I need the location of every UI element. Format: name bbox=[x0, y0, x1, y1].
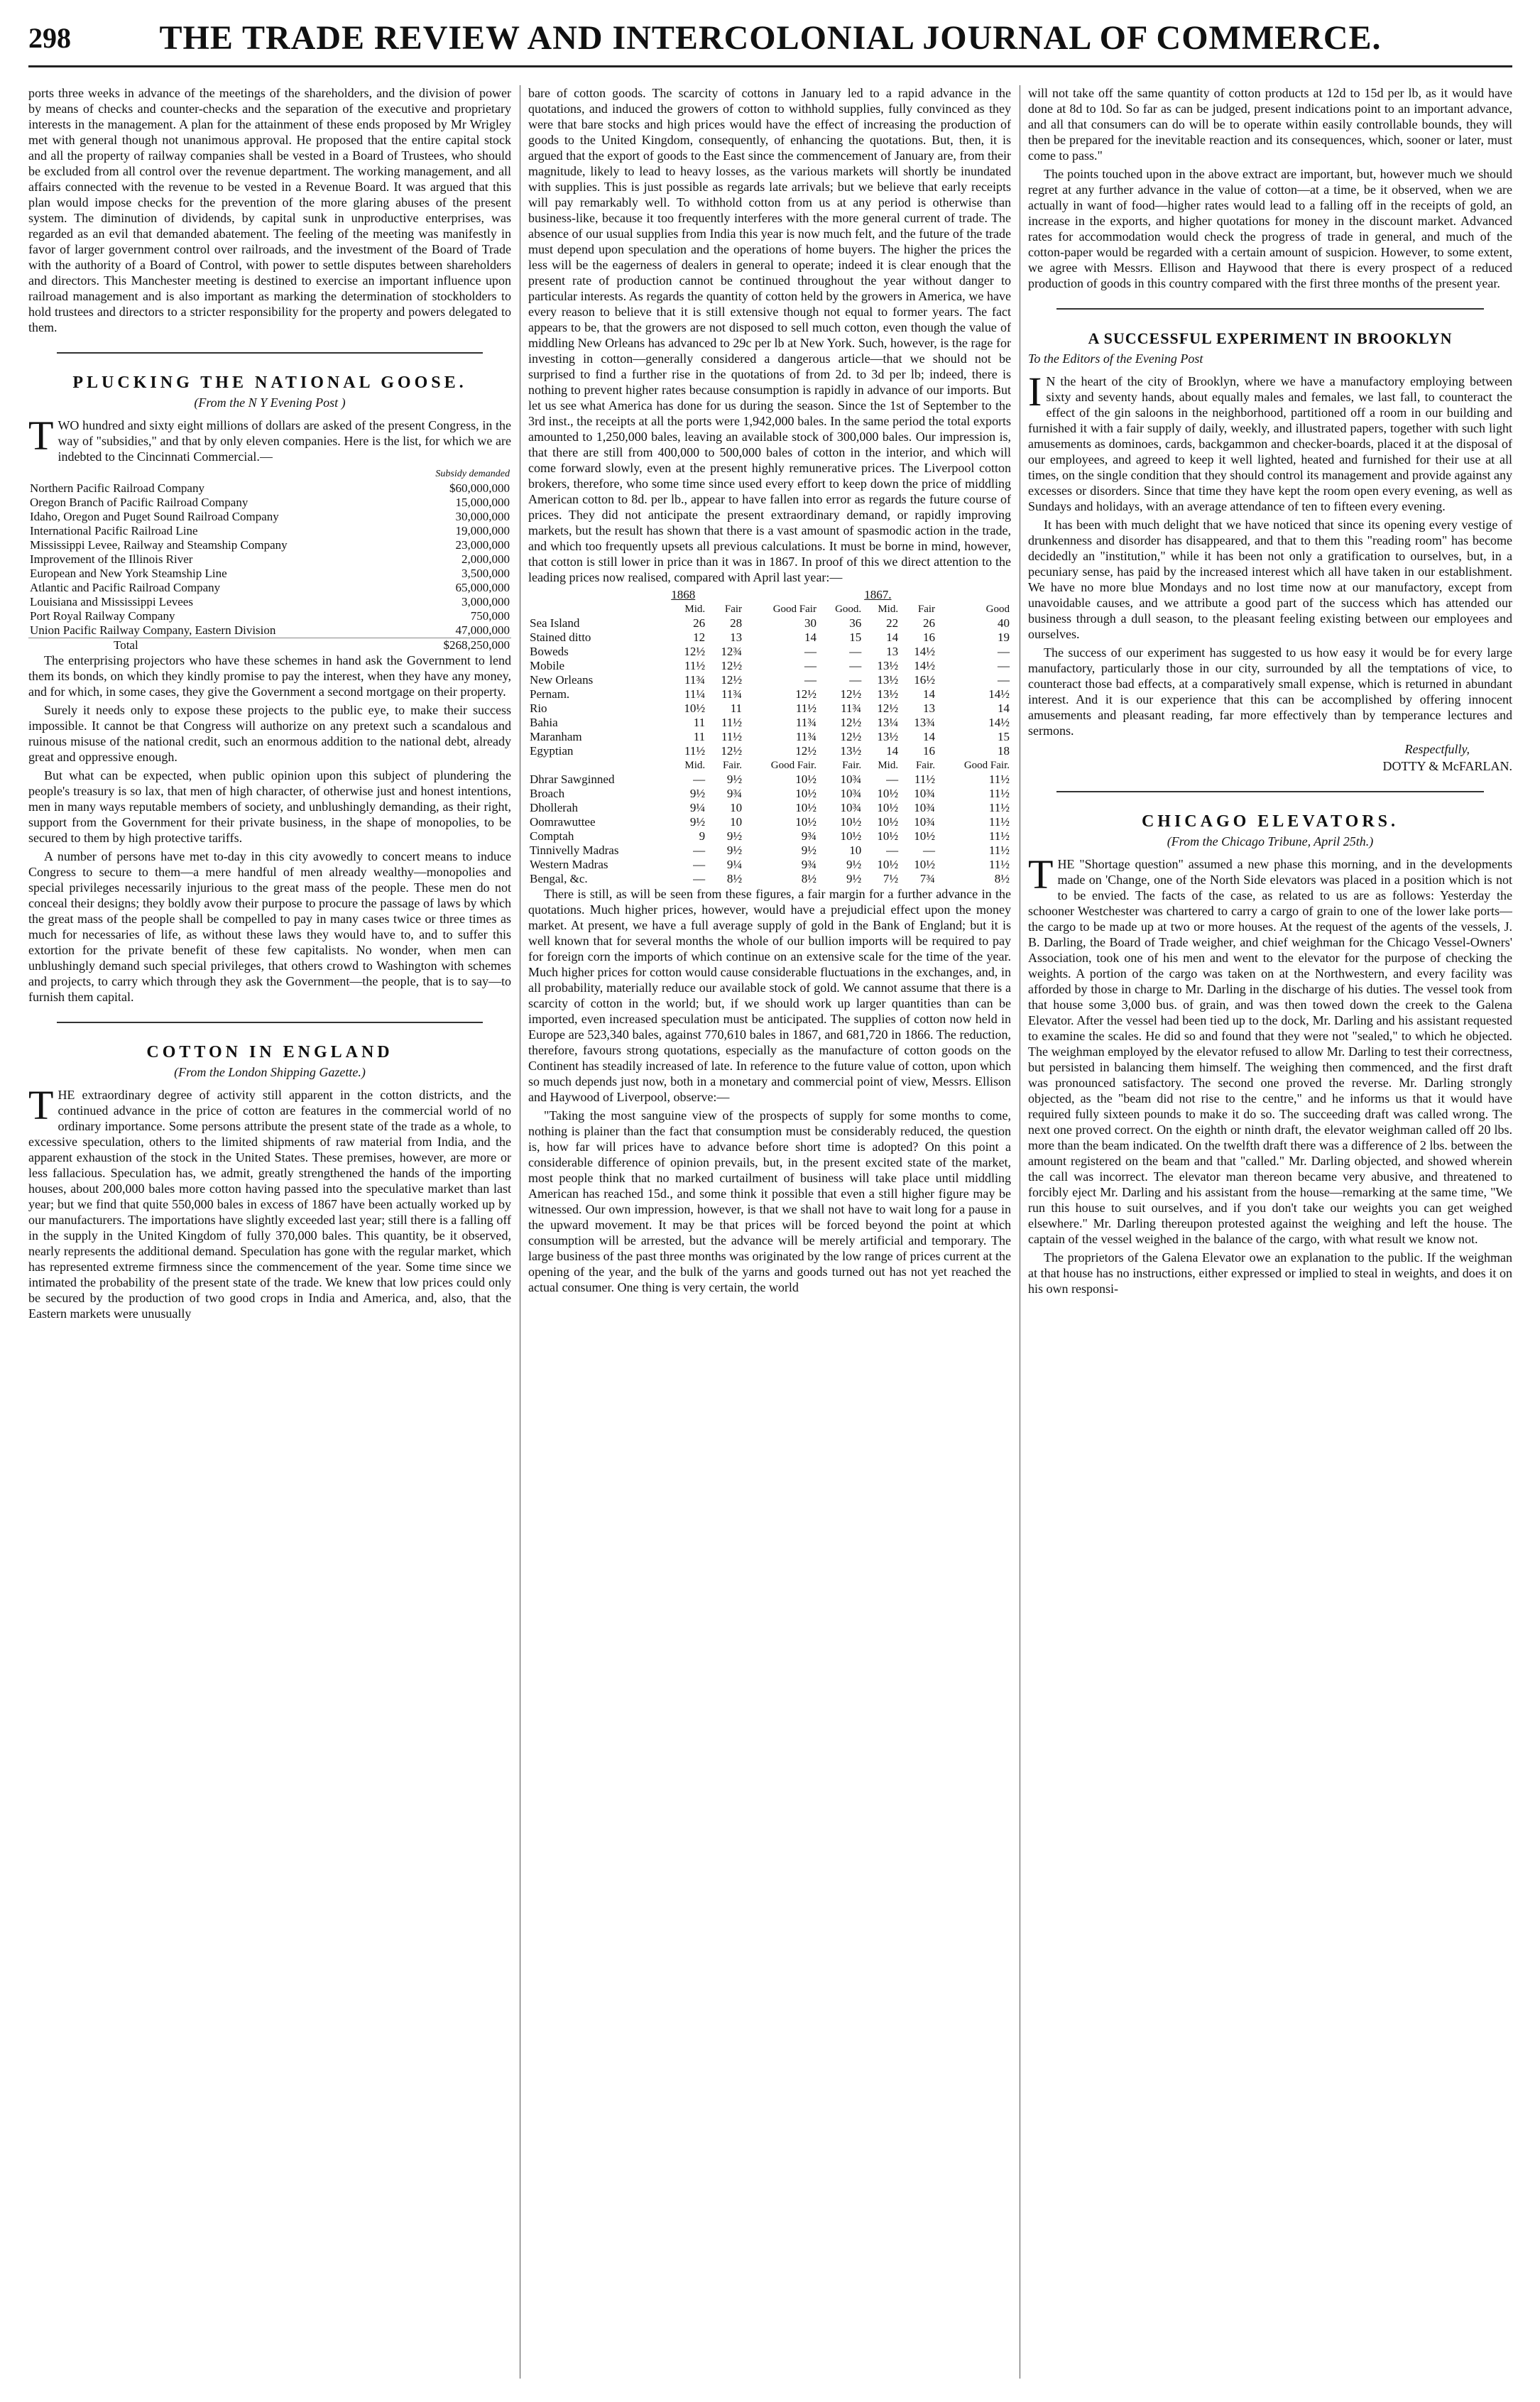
price-cell: — bbox=[693, 872, 706, 885]
table-corner bbox=[528, 758, 670, 773]
subsidy-amount: 19,000,000 bbox=[455, 524, 510, 537]
price-cell: 9¼ bbox=[689, 801, 706, 814]
page-number: 298 bbox=[28, 22, 71, 54]
price-cell: 12 bbox=[693, 630, 706, 644]
price-cell: 14 bbox=[923, 687, 936, 701]
price-cell: — bbox=[998, 673, 1010, 687]
chicago-source: (From the Chicago Tribune, April 25th.) bbox=[1167, 834, 1374, 848]
price-cell: — bbox=[693, 844, 706, 857]
price-cell: 9½ bbox=[689, 815, 706, 829]
price-cell: 11½ bbox=[684, 659, 706, 672]
price-cell: 10½ bbox=[795, 787, 817, 800]
price-cell: 14 bbox=[886, 630, 899, 644]
column-header: Good Fair. bbox=[770, 760, 817, 771]
chicago-text: HE "Shortage question" assumed a new phase this morning, and in the developments made on 'Change, one of the North Side elevators was placed in a position which is not to be envied. The facts of the case, as related to us are as follows: Yesterday the schooner Westchester was chartered to carry a cargo of grain to one of the lower lake ports—the cargo to be made up at two or more houses. At the request of the agents of the vessels, J. B. Darling, the Board of Trade weigher, and chief weighman for the Chicago Vessel-Owners' Association, took one of his men and went to the elevator for the purpose of checking the weights. A portion of the cargo was taken on at the Northwestern, and every facility was afforded by those in charge to Mr. Darling in the discharge of his duties. The vessel took from that house some 3,000 bus. of grain, and was then towed down the creek to the Galena Elevator. After the vessel had been tied up to the dock, Mr. Darling and his assistant requested to examine the scales. He did so and found that they were not "sealed," to which he objected. The weighman employed by the elevator refused to allow Mr. Darling to test their correctness, but persisted in balancing them himself. The weighing then commenced, and the first draft was pronounced satisfactory. The second one proved the reverse. Mr. Darling strongly objected, as the "beam did not rise to the centre," and he informs us that it would have required fully sixteen pounds to make it do so. The succeeding draft was called wrong. The next one proved correct. On the eighth or ninth draft, the elevator weighman called off 20 lbs. more than the beam indicated. On the twelfth draft there was a difference of 2 lbs. between the amount registered on the beam and that "called." Mr. Darling objected, and showed wherein the call was incorrect. The elevator man thereon became very abusive, and threatened to forcibly eject Mr. Darling and his assistant from the house—remarking at the same time, "We run this house to suit ourselves, and if you don't take our weights you can get weighed elsewhere." Mr. Darling thereupon protested against the weighing and left the house. The captain of the vessel weighed in the balance of the cargo, with what result we know not. bbox=[1028, 857, 1512, 1246]
cotton-heading: COTTON IN ENGLAND bbox=[146, 1043, 393, 1061]
price-cell: 10½ bbox=[795, 815, 817, 829]
price-cell: — bbox=[693, 773, 706, 786]
year-1868: 1868 bbox=[671, 588, 696, 601]
price-cell: — bbox=[998, 659, 1010, 672]
price-cell: 11¾ bbox=[684, 673, 706, 687]
cotton-row bbox=[528, 815, 1011, 829]
subsidy-row bbox=[28, 567, 511, 581]
brooklyn-body bbox=[1028, 369, 1512, 738]
price-cell: 10½ bbox=[877, 815, 899, 829]
price-cell: 12½ bbox=[877, 702, 899, 715]
subsidy-amount: 15,000,000 bbox=[455, 496, 510, 509]
cotton-variety: Stained ditto bbox=[530, 630, 591, 644]
columns bbox=[28, 85, 1512, 2386]
dropcap: T bbox=[28, 413, 54, 459]
price-cell: 14½ bbox=[914, 659, 936, 672]
column-header: Mid. bbox=[878, 604, 899, 615]
price-cell: 7½ bbox=[883, 872, 899, 885]
price-cell: 10½ bbox=[914, 858, 936, 871]
price-cell: 10 bbox=[849, 844, 862, 857]
subsidy-row bbox=[28, 581, 511, 595]
cotton-variety: Bahia bbox=[530, 716, 558, 729]
journal-title: THE TRADE REVIEW AND INTERCOLONIAL JOURNAL OF COMMERCE. bbox=[159, 19, 1382, 57]
price-cell: 9½ bbox=[846, 858, 862, 871]
price-cell: 8½ bbox=[801, 872, 817, 885]
cotton-variety: Maranham bbox=[530, 730, 582, 743]
company-name: Port Royal Railway Company bbox=[30, 609, 175, 623]
price-cell: 8½ bbox=[726, 872, 743, 885]
dropcap: T bbox=[1028, 851, 1054, 897]
price-cell: 11¾ bbox=[795, 730, 817, 743]
cotton-row bbox=[528, 630, 1011, 645]
column-header: Mid. bbox=[684, 604, 706, 615]
cotton-variety: Western Madras bbox=[530, 858, 608, 871]
price-cell: 10½ bbox=[795, 801, 817, 814]
price-cell: 13¾ bbox=[914, 716, 936, 729]
subsidy-amount: 47,000,000 bbox=[455, 623, 510, 637]
company-name: Oregon Branch of Pacific Railroad Company bbox=[30, 496, 249, 509]
price-cell: 22 bbox=[886, 616, 899, 630]
price-cell: 10½ bbox=[840, 815, 862, 829]
cotton-row bbox=[528, 687, 1011, 702]
cotton-variety: New Orleans bbox=[530, 673, 594, 687]
chicago-body bbox=[1028, 851, 1512, 1247]
price-cell: 30 bbox=[804, 616, 817, 630]
divider bbox=[57, 1022, 483, 1023]
cotton-variety: Mobile bbox=[530, 659, 565, 672]
cotton-row bbox=[528, 673, 1011, 687]
price-cell: 9¼ bbox=[726, 858, 743, 871]
price-cell: 11½ bbox=[988, 858, 1010, 871]
cotton-row bbox=[528, 744, 1011, 758]
total-label: Total bbox=[28, 638, 416, 653]
subsidy-amount: 2,000,000 bbox=[462, 552, 510, 566]
divider bbox=[1056, 791, 1484, 792]
brooklyn-addressee: To the Editors of the Evening Post bbox=[1028, 351, 1203, 366]
price-cell: 11¾ bbox=[841, 702, 862, 715]
company-name: Northern Pacific Railroad Company bbox=[30, 481, 204, 495]
price-cell: 9½ bbox=[726, 844, 743, 857]
price-cell: — bbox=[923, 844, 936, 857]
subsidy-amount: 65,000,000 bbox=[455, 581, 510, 594]
price-cell: 10½ bbox=[795, 773, 817, 786]
column-header: Good bbox=[985, 604, 1010, 615]
cotton-variety: Pernam. bbox=[530, 687, 570, 701]
cotton-row bbox=[528, 773, 1011, 787]
price-cell: 15 bbox=[849, 630, 862, 644]
price-cell: 10½ bbox=[914, 829, 936, 843]
column-header: Good Fair. bbox=[963, 760, 1010, 771]
cotton-variety: Sea Island bbox=[530, 616, 580, 630]
price-cell: 10¾ bbox=[840, 801, 862, 814]
goose-paragraph: The enterprising projectors who have these schemes in hand ask the Government to lend them its bonds, on which they kindly promise to pay the interest, when they have any money, and for which, in some cases, they give the Government a second mortgage on their property. bbox=[28, 653, 511, 699]
column-header: Fair bbox=[917, 604, 936, 615]
cotton-variety: Oomrawuttee bbox=[530, 815, 596, 829]
price-cell: 13¼ bbox=[877, 716, 899, 729]
masthead bbox=[28, 14, 1512, 67]
divider bbox=[57, 352, 483, 354]
price-cell: 13½ bbox=[877, 659, 899, 672]
price-cell: 14 bbox=[923, 730, 936, 743]
price-cell: 10¾ bbox=[914, 815, 936, 829]
price-cell: 15 bbox=[998, 730, 1010, 743]
goose-source: (From the N Y Evening Post ) bbox=[194, 395, 346, 410]
table-corner bbox=[528, 602, 670, 616]
newspaper-page bbox=[28, 14, 1512, 2386]
chicago-para-2: The proprietors of the Galena Elevator owe an explanation to the public. If the weighman at that house has no instructions, either expressed or implied to steal in weights, and does it on his own responsi- bbox=[1028, 1250, 1512, 1296]
cotton-variety: Tinnivelly Madras bbox=[530, 844, 619, 857]
goose-intro bbox=[28, 413, 511, 464]
price-cell: 10¾ bbox=[914, 787, 936, 800]
price-cell: 9¾ bbox=[801, 858, 817, 871]
price-cell: 11½ bbox=[988, 829, 1010, 843]
cotton-table-header-2 bbox=[528, 758, 1011, 773]
price-cell: 14 bbox=[804, 630, 817, 644]
price-cell: 13 bbox=[886, 645, 899, 658]
cotton-row bbox=[528, 844, 1011, 858]
price-cell: — bbox=[804, 645, 817, 658]
cotton-row bbox=[528, 829, 1011, 844]
price-cell: 8½ bbox=[994, 872, 1010, 885]
price-cell: — bbox=[998, 645, 1010, 658]
subsidy-amount: 3,500,000 bbox=[462, 567, 510, 580]
price-cell: 13 bbox=[730, 630, 743, 644]
column-3 bbox=[1028, 85, 1512, 2386]
price-cell: 9½ bbox=[846, 872, 862, 885]
column-header: Mid. bbox=[878, 760, 899, 771]
subsidy-row bbox=[28, 524, 511, 538]
price-cell: 12½ bbox=[721, 744, 743, 758]
company-name: International Pacific Railroad Line bbox=[30, 524, 198, 537]
price-cell: 11½ bbox=[795, 702, 817, 715]
company-name: Louisiana and Mississippi Levees bbox=[30, 595, 193, 608]
price-cell: 10½ bbox=[877, 801, 899, 814]
cotton-variety: Boweds bbox=[530, 645, 569, 658]
price-cell: 26 bbox=[923, 616, 936, 630]
price-cell: 10½ bbox=[840, 829, 862, 843]
subsidy-row bbox=[28, 623, 511, 638]
cotton-row bbox=[528, 801, 1011, 815]
brooklyn-paragraph: It has been with much delight that we have noticed that since its opening every vestige of drunkenness and disorder has disappeared, and that to them this "reading room" has become decidedly an "institution," while it has been not only a gratification to ourselves, but, in a pecuniary sense, has paid by the increased interest which all have taken in our establishment. We have no more blue Mondays and no lost time now at our manufactory, except from unavoidable causes, and we attribute a good part of the success which has attended our business through a dull season, to the pleasant feeling existing between our employees and ourselves. bbox=[1028, 518, 1512, 641]
price-cell: 14½ bbox=[988, 716, 1010, 729]
goose-paragraph: A number of persons have met to-day in this city avowedly to concert means to induce Congress to secure to them—a mere handful of men already wealthy—monopolies and special privileges necessarily injurious to the great mass of the people. These men do not conceal their designs; they boldly avow their purpose to procure the passage of laws by which the great mass of the people shall be compelled to pay in many cases twice or three times as much for necessaries of life, as without these laws they would have to, and to suffer this extortion for the private benefit of these few capitalists. No wonder, when men can unblushingly demand such special privileges, that others crowd to Washington with schemes and projects, to carry which through they ask the Government—the people, that is to say—to furnish them capital. bbox=[28, 849, 511, 1004]
company-name: Mississippi Levee, Railway and Steamship Company bbox=[30, 538, 288, 552]
cotton-variety: Rio bbox=[530, 702, 547, 715]
quote-continued: will not take off the same quantity of cotton products at 12d to 15d per lb, as it would have done at 8d to 10d. So far as can be judged, present indications point to an important advance, and all that consumers can do will be to operate within easily controllable bounds, they will then be prepared for the inevitable reaction and its consequences, which, sooner or later, must come to pass." bbox=[1028, 86, 1512, 163]
price-cell: 11½ bbox=[721, 716, 743, 729]
price-cell: 16 bbox=[923, 630, 936, 644]
cotton-row bbox=[528, 702, 1011, 716]
column-header: Good. bbox=[835, 604, 862, 615]
price-cell: 11½ bbox=[988, 787, 1010, 800]
price-cell: 13 bbox=[923, 702, 936, 715]
cotton-continued: bare of cotton goods. The scarcity of cottons in January led to a rapid advance in the quotations, and induced the growers of cotton to withhold supplies, fully convinced as they were that bare stocks and high prices would have the effect of increasing the production of goods to the United Kingdom, consequently, of enhancing the quotations. But, then, it is argued that the export of goods to the East since the commencement of January are, from their magnitude, likely to lead to heavy losses, as the various markets will shortly be inundated with supplies. This is just possible as regards late arrivals; but we believe that early receipts will pay remarkably well. To withhold cotton from us at any period is otherwise than business-like, because it too frequently interferes with the more general current of trade. The absence of our usual supplies from India this year is now much felt, and the future of the trade must depend upon speculation and the operations of home buyers. The higher the prices the less will be the eagerness of dealers in general to operate; indeed it is clear enough that the present rate of production cannot be continued throughout the year without danger to particular interests. As regards the quantity of cotton held by the growers in America, we have every reason to believe that it is still extensive though not equal to former years. The fact appears to be, that the growers are not disposed to sell much cotton, even though the value of middling New Orleans has advanced to 29c per lb at New York. Such, however, is the rage for investing in cotton—generally considered a dangerous article—that we should not be surprised to find a further rise in the quotations of from 2d. to 3d per lb; indeed, there is nothing to prevent higher rates because consumption is rapidly in advance of our imports. But let us see what America has done for us during the season. Since the 1st of September to the 3rd inst., the receipts at all the ports were 1,942,000 bales. In the same period the total exports amounted to 1,250,000 bales, leaving an available stock of 300,000 bales. Our impression is, that there are still from 400,000 to 500,000 bales of cotton in the interior, and which will come forward slowly, even at the present highly remunerative prices. The Liverpool cotton brokers, therefore, who some time since used every effort to keep down the price of middling American cotton to 8d. per lb., appear to have fallen into error as regards the future course of prices. They did not anticipate the present extraordinary demand, or rapidly improving markets, but the result has shown that there is a vast amount of spasmodic action in the trade, and which too frequently upsets all previous calculations. It must be borne in mind, however, that cotton is still lower in price than it was in 1867. In proof of this we direct attention to the leading prices now realised, compared with April last year:— bbox=[528, 86, 1011, 584]
column-header: Mid. bbox=[684, 760, 706, 771]
price-cell: 14 bbox=[998, 702, 1010, 715]
subsidy-row bbox=[28, 595, 511, 609]
price-cell: 10½ bbox=[877, 829, 899, 843]
cotton-row bbox=[528, 872, 1011, 886]
column-header: Good Fair bbox=[772, 604, 817, 615]
price-cell: 9½ bbox=[726, 773, 743, 786]
dropcap: T bbox=[28, 1082, 54, 1128]
price-cell: — bbox=[849, 645, 862, 658]
cotton-variety: Broach bbox=[530, 787, 565, 800]
subsidy-table bbox=[28, 467, 511, 653]
price-cell: 11½ bbox=[988, 815, 1010, 829]
column-header: Fair. bbox=[722, 760, 743, 771]
subsidy-amount: $60,000,000 bbox=[449, 481, 510, 495]
column-header: Fair. bbox=[915, 760, 936, 771]
price-cell: — bbox=[849, 673, 862, 687]
price-cell: 12½ bbox=[840, 716, 862, 729]
price-cell: 10½ bbox=[877, 858, 899, 871]
price-cell: 13½ bbox=[877, 687, 899, 701]
cotton-row bbox=[528, 659, 1011, 673]
price-cell: 13½ bbox=[877, 730, 899, 743]
price-cell: — bbox=[693, 858, 706, 871]
article-continuation: ports three weeks in advance of the meetings of the shareholders, and the division of power by means of checks and counter-checks and the separation of the executive and proprietary interests in the management. A plan for the attainment of these ends proposed by Mr Wrigley met with general though not unanimous approval. He proposed that the entire capital stock and all the property of railway companies shall be vested in a Board of Trustees, who should be excluded from all control over the revenue department. The working management, and all affairs connected with the revenue to be vested in a Revenue Board. It was argued that this plan would impose checks for the prevention of the more glaring abuses of the present system. The diminution of dividends, by capital sunk in unproductive enterprises, was regarded as an evil that demanded abatement. The feeling of the meeting was manifestly in favor of larger government control over railroads, and the investment of the Board of Trade with the authority of a Board of Control, with power to settle disputes between shareholders and directors. This Manchester meeting is destined to exercise an important influence upon railroad management and is also important as marking the determination of stockholders to hold trustees and directors to a stricter responsibility for the property and powers delegated to them. bbox=[28, 86, 511, 334]
price-cell: 13½ bbox=[877, 673, 899, 687]
cotton-row bbox=[528, 716, 1011, 730]
subsidy-total-row bbox=[28, 638, 511, 653]
column-2 bbox=[528, 85, 1011, 2386]
price-cell: 11½ bbox=[914, 773, 936, 786]
price-cell: 12½ bbox=[795, 744, 817, 758]
price-cell: 9½ bbox=[801, 844, 817, 857]
price-cell: 40 bbox=[998, 616, 1010, 630]
chicago-heading: CHICAGO ELEVATORS. bbox=[1141, 812, 1399, 831]
price-cell: — bbox=[804, 659, 817, 672]
subsidy-row bbox=[28, 496, 511, 510]
price-cell: 13½ bbox=[840, 744, 862, 758]
price-cell: 7¾ bbox=[919, 872, 936, 885]
price-cell: 16 bbox=[923, 744, 936, 758]
subsidy-row bbox=[28, 609, 511, 623]
price-cell: — bbox=[886, 844, 899, 857]
brooklyn-closing: Respectfully, bbox=[1404, 742, 1470, 756]
price-cell: 11½ bbox=[988, 773, 1010, 786]
cotton-conclusion: The points touched upon in the above extract are important, but, however much we should regret at any further advance in the value of cotton—at a time, be it observed, when we are actually in want of food—higher rates would lead to a falling off in the receipts of gold, an increase in the exports, and higher quotations for money in the discount market. Advanced rates for accommodation would check the progress of trade in general, and much of the cotton-paper would be regarded with a certain amount of suspicion. However, to some extent, we agree with Messrs. Ellison and Haywood that there is every prospect of a reduced production of goods in this country compared with the first three months of the present year. bbox=[1028, 167, 1512, 290]
company-name: Idaho, Oregon and Puget Sound Railroad Company bbox=[30, 510, 279, 523]
subsidy-amount: 3,000,000 bbox=[462, 595, 510, 608]
subsidy-amount: 30,000,000 bbox=[455, 510, 510, 523]
price-cell: 14 bbox=[886, 744, 899, 758]
price-cell: 11¾ bbox=[795, 716, 817, 729]
subsidy-header: Subsidy demanded bbox=[435, 469, 510, 479]
price-cell: 10 bbox=[730, 801, 743, 814]
price-cell: 9¾ bbox=[801, 829, 817, 843]
price-cell: 12½ bbox=[684, 645, 706, 658]
price-cell: — bbox=[886, 773, 899, 786]
price-cell: 9½ bbox=[726, 829, 743, 843]
price-cell: 36 bbox=[849, 616, 862, 630]
price-cell: 10 bbox=[730, 815, 743, 829]
cotton-quote: "Taking the most sanguine view of the prospects of supply for some months to come, nothing is plainer than the fact that consumption must be considerably reduced, the question is, how far will prices have to advance before short time is adopted? On this point a considerable difference of opinion prevails, but, in the present excited state of the market, most people think that no marked curtailment of business will take place until middling American has reached 15d., and some think it possible that even a still higher figure may be witnessed. Our own impression, however, is that we shall not have to wait long for a pause in the upward movement. It may be that prices will be forced beyond the point at which consumption will be arrested, but the advance will be merely artificial and temporary. The large business of the past three months was originated by the low range of prices current at the opening of the year, and the bulk of the yarns and goods turned out has not yet reached the actual consumer. One thing is very certain, the world bbox=[528, 1108, 1011, 1294]
price-cell: 14½ bbox=[914, 645, 936, 658]
price-cell: 11¾ bbox=[721, 687, 743, 701]
goose-paragraph: But what can be expected, when public opinion upon this subject of plundering the people's treasury is so lax, that men of high character, of otherwise just and honest intentions, men in many ways reputable members of society, and unblushingly demanding, as their right, support from the Government for their private business, in the shape of monopolies, to be secured to them by high protective tariffs. bbox=[28, 768, 511, 845]
cotton-variety: Bengal, &c. bbox=[530, 872, 588, 885]
cotton-table-rows-2 bbox=[528, 773, 1011, 886]
subsidy-amount: 750,000 bbox=[470, 609, 510, 623]
column-header: Fair. bbox=[842, 760, 862, 771]
price-cell: 10½ bbox=[684, 702, 706, 715]
company-name: European and New York Steamship Line bbox=[30, 567, 227, 580]
price-cell: 10¾ bbox=[840, 773, 862, 786]
price-cell: 12½ bbox=[721, 673, 743, 687]
column-header: Fair bbox=[724, 604, 743, 615]
cotton-row bbox=[528, 858, 1011, 872]
total-amount: $268,250,000 bbox=[416, 638, 511, 653]
price-cell: 19 bbox=[998, 630, 1010, 644]
brooklyn-paragraph-text: N the heart of the city of Brooklyn, where we have a manufactory employing between sixty and seventy hands, about equally males and females, we last fall, to counteract the effect of the gin saloons in the neighborhood, partitioned off a room in our building and furnished it with a fair supply of daily, weekly, and illustrated papers, together with such light amusements as dominoes, cards, backgammon and checker-boards, placed it at the disposal of our employees, and agreed to keep it well lighted, heated and furnished for their use at all times, on the single condition that they should control its management and provide against any excesses or disorders. Since that time they have kept the room open every evening, as well as Sundays and holidays, with an average attendance of ten to fifteen every evening. bbox=[1028, 374, 1512, 513]
column-1 bbox=[28, 85, 511, 2386]
price-cell: 11 bbox=[693, 716, 706, 729]
cotton-variety: Comptah bbox=[530, 829, 574, 843]
cotton-table-rows bbox=[528, 616, 1011, 758]
goose-intro-text: WO hundred and sixty eight millions of dollars are asked of the present Congress, in the way of "subsidies," and that by only eleven companies. Here is the list, for which we are indebted to the Cincinnati Commercial.— bbox=[58, 418, 511, 464]
price-cell: 9½ bbox=[689, 787, 706, 800]
cotton-row bbox=[528, 787, 1011, 801]
goose-heading: PLUCKING THE NATIONAL GOOSE. bbox=[72, 373, 467, 392]
cotton-price-table bbox=[528, 588, 1011, 886]
company-name: Improvement of the Illinois River bbox=[30, 552, 193, 566]
cotton-source: (From the London Shipping Gazette.) bbox=[174, 1065, 366, 1079]
price-cell: 12½ bbox=[840, 730, 862, 743]
price-cell: 12½ bbox=[721, 659, 743, 672]
price-cell: 16½ bbox=[914, 673, 936, 687]
subsidy-row bbox=[28, 538, 511, 552]
price-cell: 11 bbox=[693, 730, 706, 743]
cotton-table-header bbox=[528, 602, 1011, 616]
price-cell: 26 bbox=[693, 616, 706, 630]
cotton-variety: Dhrar Sawginned bbox=[530, 773, 615, 786]
company-name: Atlantic and Pacific Railroad Company bbox=[30, 581, 221, 594]
brooklyn-signature: DOTTY & McFARLAN. bbox=[1382, 759, 1512, 773]
price-cell: 11½ bbox=[988, 844, 1010, 857]
cotton-row bbox=[528, 645, 1011, 659]
cotton-body bbox=[28, 1082, 511, 1321]
subsidy-amount: 23,000,000 bbox=[455, 538, 510, 552]
goose-paragraph: Surely it needs only to expose these projects to the public eye, to make their success impossible. It cannot be that Congress will authorize on any pretext such a scandalous and ruinous misuse of the national credit, such an enormous addition to the national debt, already great and oppressive enough. bbox=[28, 703, 511, 764]
cotton-variety: Egyptian bbox=[530, 744, 574, 758]
dropcap: I bbox=[1028, 369, 1042, 415]
price-cell: 10½ bbox=[877, 787, 899, 800]
price-cell: 9 bbox=[699, 829, 706, 843]
cotton-row bbox=[528, 730, 1011, 744]
subsidy-row bbox=[28, 510, 511, 524]
cotton-row bbox=[528, 616, 1011, 630]
price-cell: 9¾ bbox=[726, 787, 743, 800]
price-cell: 12¾ bbox=[721, 645, 743, 658]
goose-body bbox=[28, 653, 511, 1005]
subsidy-rows bbox=[28, 481, 511, 638]
price-cell: 10¾ bbox=[914, 801, 936, 814]
price-cell: — bbox=[804, 673, 817, 687]
brooklyn-heading: A SUCCESSFUL EXPERIMENT IN BROOKLYN bbox=[1088, 329, 1453, 347]
price-cell: 28 bbox=[730, 616, 743, 630]
brooklyn-paragraph: The success of our experiment has suggested to us how easy it would be for every large manufactory, particularly those in our city, surrounded by all the temptations of vice, to counteract those bad effects, at a comparatively small expense, which is returned in abundant interest. And it is our experience that this can be accomplished by offering innocent amusements and pleasant reading, far more effectively than by temperance lectures and sermons. bbox=[1028, 645, 1512, 738]
price-cell: 12½ bbox=[840, 687, 862, 701]
price-cell: 12½ bbox=[795, 687, 817, 701]
cotton-text: HE extraordinary degree of activity still apparent in the cotton districts, and the continued advance in the price of cotton are features in the commercial world of no ordinary importance. Some persons attribute the present state of the trade as a whole, to excessive speculation, others to the limited shipments of raw material from India, and the apparent exhaustion of the stock in the United States. These premises, however, are more or less fallacious. Speculation has, we admit, greatly strengthened the hands of the importing houses, about 200,000 bales more cotton having passed into the speculative market than last year; but we find that quite 550,000 bales in excess of 1867 have been actually worked up by our manufacturers. The importations have slightly exceeded last year; still there is a falling off in the supply in the United Kingdom of fully 370,000 bales. This quantity, be it observed, nearly represents the additional demand. Speculation has gone with the regular market, which has represented extreme firmness since the commencement of the year. Some time since we intimated the probability of the present state of the trade. We knew that low prices could only be secured by the production of two good crops in India and America, and, also, that the Eastern markets were unusually bbox=[28, 1088, 511, 1321]
price-cell: 11¼ bbox=[684, 687, 706, 701]
company-name: Union Pacific Railway Company, Eastern Division bbox=[30, 623, 276, 637]
price-cell: 11½ bbox=[721, 730, 743, 743]
divider bbox=[1056, 308, 1484, 310]
price-cell: 18 bbox=[998, 744, 1010, 758]
cotton-variety: Dhollerah bbox=[530, 801, 578, 814]
price-cell: 10¾ bbox=[840, 787, 862, 800]
price-cell: — bbox=[849, 659, 862, 672]
subsidy-row bbox=[28, 481, 511, 496]
price-cell: 14½ bbox=[988, 687, 1010, 701]
cotton-para-2: There is still, as will be seen from these figures, a fair margin for a further advance in the quotations. Much higher prices, however, would have a prejudicial effect upon the money market. At present, we have a full average supply of gold in the Bank of England; but it is well known that for several months the whole of our bullion imports will be required to pay for foreign corn the imports of which continue on an extensive scale for the time of the year. Much higher prices for cotton would cause considerable fluctuations in the exchanges, and, in all probability, materially reduce our available stock of gold. We cannot assume that there is a scarcity of cotton in the world; but, if we should work up larger quantities than can be imported, even increased speculation must be anticipated. The supplies of cotton now held in Europe are 523,340 bales, against 770,610 bales in 1867, and 681,720 in 1866. The reduction, therefore, favours strong quotations, especially as the manufacture of cotton goods on the Continent has steadily increased of late. In reference to the future value of cotton, upon which so much depends just now, both in a monetary and commercial point of view, Messrs. Ellison and Haywood of Liverpool, observe:— bbox=[528, 887, 1011, 1104]
price-cell: 11 bbox=[730, 702, 743, 715]
brooklyn-paragraph bbox=[1028, 369, 1512, 514]
subsidy-row bbox=[28, 552, 511, 567]
price-cell: 11½ bbox=[988, 801, 1010, 814]
year-1867: 1867. bbox=[864, 588, 892, 601]
price-cell: 11½ bbox=[684, 744, 706, 758]
